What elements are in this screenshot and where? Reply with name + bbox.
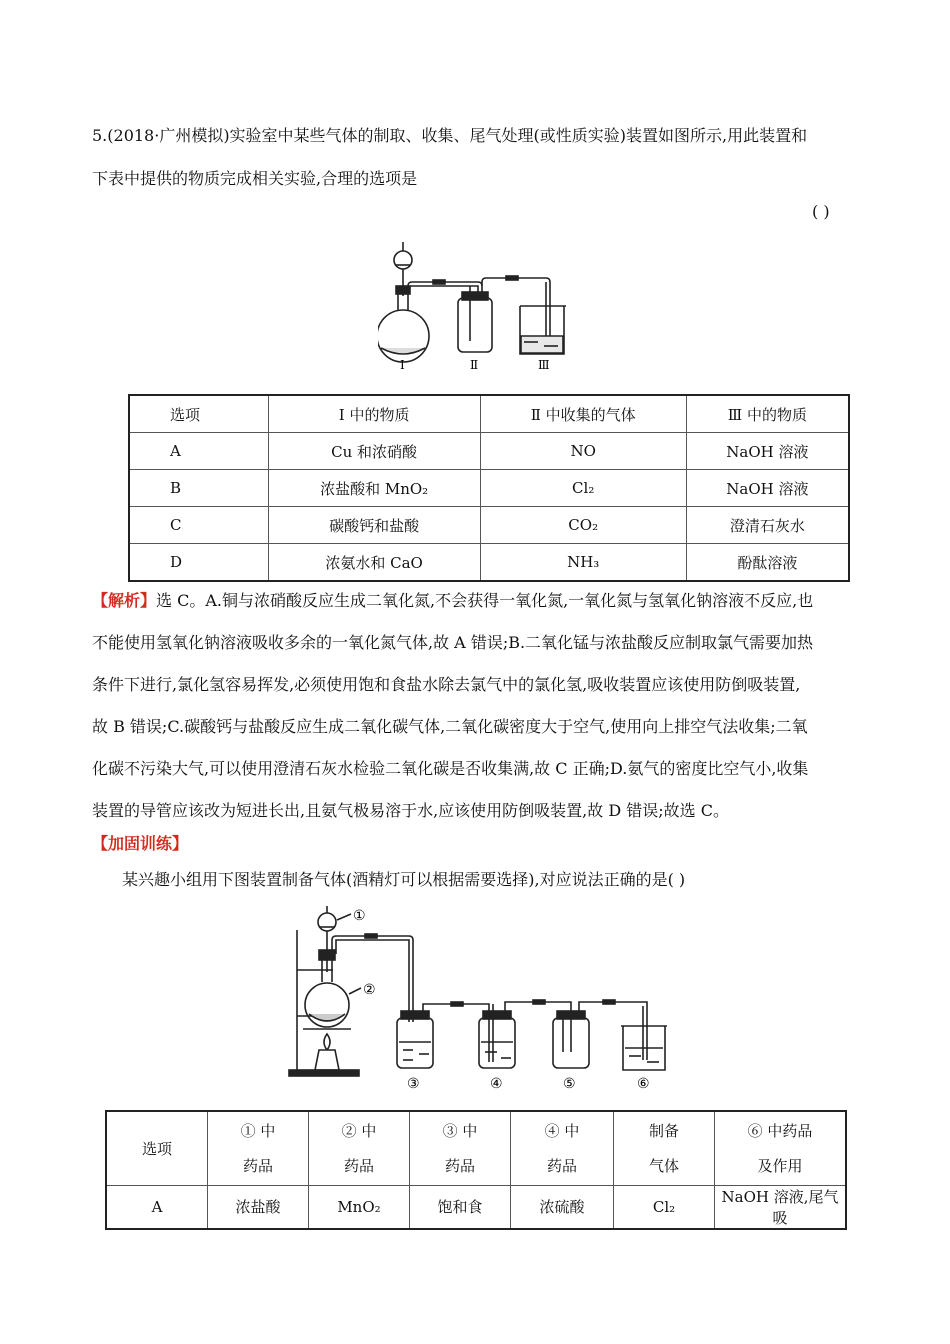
apparatus-figure-1 xyxy=(378,236,578,376)
header-text: ④ 中 xyxy=(544,1122,580,1141)
header-substance-III: Ⅲ 中的物质 xyxy=(686,395,849,433)
header-text: 气体 xyxy=(648,1157,679,1176)
header-text: ② 中 xyxy=(341,1122,377,1141)
cell: 酚酞溶液 xyxy=(686,544,849,582)
analysis-line-3: 条件下进行,氯化氢容易挥发,必须使用饱和食盐水除去氯气中的氯化氢,吸收装置应该使用防倒吸装置, xyxy=(92,675,801,694)
label-6: ⑥ xyxy=(637,1076,650,1092)
cell: 饱和食 xyxy=(410,1185,511,1229)
header-text: ⑥ 中药品 xyxy=(747,1122,813,1141)
analysis-text: 选 C。A.铜与浓硝酸反应生成二氧化氮,不会获得一氧化氮,一氧化氮与氢氧化钠溶液不反应,也 xyxy=(156,591,814,610)
table-row xyxy=(106,1185,846,1229)
question-line-2: 下表中提供的物质完成相关实验,合理的选项是 xyxy=(92,169,418,188)
analysis-line-2: 不能使用氢氧化钠溶液吸收多余的一氧化氮气体,故 A 错误;B.二氧化锰与浓盐酸反应制取氯气需要加热 xyxy=(92,633,814,652)
cell: D xyxy=(129,544,268,582)
label-1: ① xyxy=(353,908,366,924)
cell: 浓盐酸和 MnO₂ xyxy=(268,470,480,507)
table-row xyxy=(129,433,849,470)
header-drug-2 xyxy=(309,1111,410,1185)
header-drug-6 xyxy=(715,1111,847,1185)
label-II: Ⅱ xyxy=(470,358,479,372)
header-drug-3 xyxy=(410,1111,511,1185)
label-5: ⑤ xyxy=(563,1076,576,1092)
header-drug-4 xyxy=(511,1111,614,1185)
training-tag: 【加固训练】 xyxy=(92,834,189,853)
header-text: ③ 中 xyxy=(442,1122,478,1141)
analysis-line-1 xyxy=(92,582,862,620)
header-text: 药品 xyxy=(546,1157,577,1176)
apparatus-figure-2 xyxy=(285,902,675,1092)
label-III: Ⅲ xyxy=(538,358,550,372)
header-drug-1 xyxy=(208,1111,309,1185)
header-option: 选项 xyxy=(129,395,268,433)
cell: NaOH 溶液 xyxy=(686,433,849,470)
label-I: Ⅰ xyxy=(400,358,405,372)
cell: 浓氨水和 CaO xyxy=(268,544,480,582)
cell: 浓硫酸 xyxy=(511,1185,614,1229)
label-3: ③ xyxy=(407,1076,420,1092)
analysis-line-5: 化碳不污染大气,可以使用澄清石灰水检验二氧化碳是否收集满,故 C 正确;D.氨气的密度比空气小,收集 xyxy=(92,759,809,778)
cell: NaOH 溶液 xyxy=(686,470,849,507)
experiment-table-2 xyxy=(105,1110,847,1230)
header-text: 及作用 xyxy=(757,1157,803,1176)
cell: 澄清石灰水 xyxy=(686,507,849,544)
cell: A xyxy=(106,1185,208,1229)
question-line-1: 5.(2018·广州模拟)实验室中某些气体的制取、收集、尾气处理(或性质实验)装置如图所示,用此装置和 xyxy=(92,126,808,145)
table-row xyxy=(129,507,849,544)
analysis-tag: 【解析】 xyxy=(92,591,157,610)
answer-parentheses: ( ) xyxy=(812,202,830,221)
header-text: 制备 xyxy=(648,1122,679,1141)
table-row xyxy=(129,544,849,582)
cell: NaOH 溶液,尾气吸 xyxy=(715,1185,847,1229)
header-text: 药品 xyxy=(242,1157,273,1176)
table-header-row xyxy=(106,1111,846,1185)
cell: NH₃ xyxy=(480,544,686,582)
header-text: 药品 xyxy=(343,1157,374,1176)
label-4: ④ xyxy=(490,1076,503,1092)
header-option: 选项 xyxy=(106,1111,208,1185)
analysis-line-4: 故 B 错误;C.碳酸钙与盐酸反应生成二氧化碳气体,二氧化碳密度大于空气,使用向上排空气法收集;二氧 xyxy=(92,717,808,736)
cell: Cl₂ xyxy=(614,1185,715,1229)
table-row xyxy=(129,470,849,507)
cell: CO₂ xyxy=(480,507,686,544)
cell: MnO₂ xyxy=(309,1185,410,1229)
analysis-line-6: 装置的导管应该改为短进长出,且氨气极易溶于水,应该使用防倒吸装置,故 D 错误;故选 C。 xyxy=(92,801,729,820)
header-gas xyxy=(614,1111,715,1185)
header-gas-II: Ⅱ 中收集的气体 xyxy=(480,395,686,433)
separatory-funnel-bulb xyxy=(394,251,412,269)
label-2: ② xyxy=(363,982,376,998)
header-text: 药品 xyxy=(444,1157,475,1176)
cell: B xyxy=(129,470,268,507)
table-header-row xyxy=(129,395,849,433)
training-question: 某兴趣小组用下图装置制备气体(酒精灯可以根据需要选择),对应说法正确的是( ) xyxy=(122,870,686,889)
cell: C xyxy=(129,507,268,544)
cell: 浓盐酸 xyxy=(208,1185,309,1229)
experiment-table-1 xyxy=(128,394,850,582)
cell: A xyxy=(129,433,268,470)
cell: NO xyxy=(480,433,686,470)
header-substance-I: Ⅰ 中的物质 xyxy=(268,395,480,433)
cell: Cu 和浓硝酸 xyxy=(268,433,480,470)
header-text: ① 中 xyxy=(240,1122,276,1141)
cell: Cl₂ xyxy=(480,470,686,507)
cell: 碳酸钙和盐酸 xyxy=(268,507,480,544)
